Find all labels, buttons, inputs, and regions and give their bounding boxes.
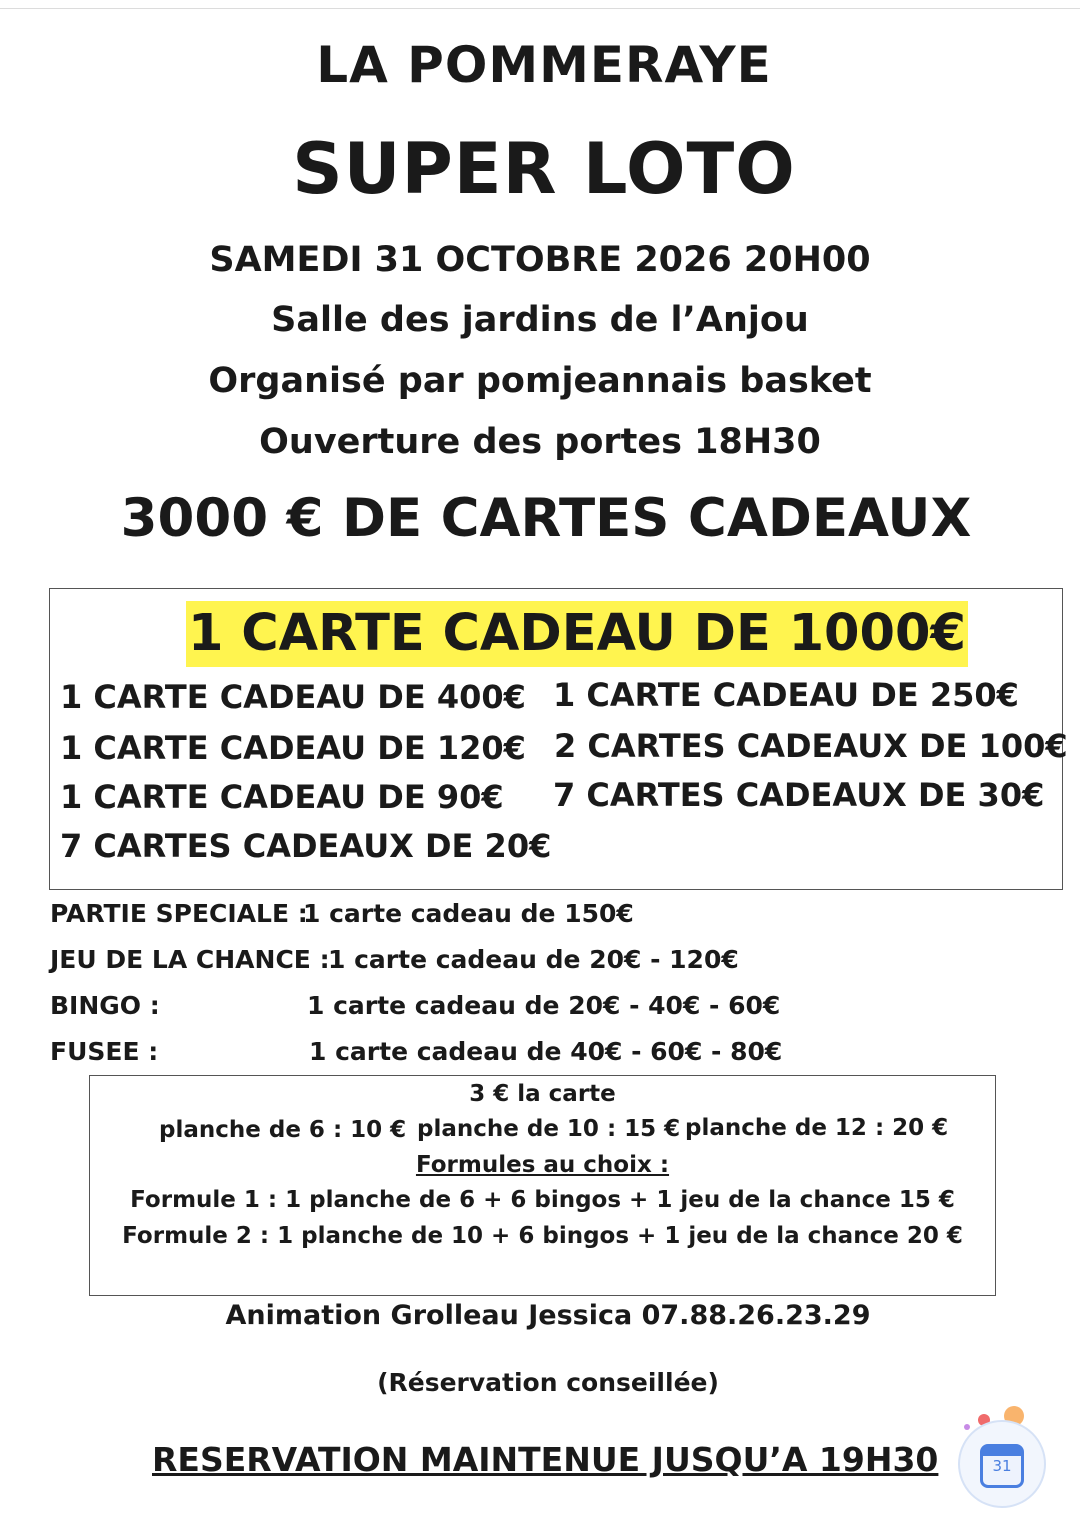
- prize-item: 2 CARTES CADEAUX DE 100€: [554, 727, 1068, 765]
- animation-contact: Animation Grolleau Jessica 07.88.26.23.29: [225, 1300, 871, 1331]
- bingo-prize: 1 carte cadeau de 20€ - 40€ - 60€: [307, 991, 781, 1020]
- prize-item: 1 CARTE CADEAU DE 400€: [60, 678, 526, 716]
- doors-opening: Ouverture des portes 18H30: [259, 422, 821, 462]
- special-game-label: PARTIE SPECIALE :: [50, 899, 308, 928]
- chance-game-prize: 1 carte cadeau de 20€ - 120€: [328, 945, 739, 974]
- reservation-advice: (Réservation conseillée): [377, 1368, 719, 1397]
- event-organizer: Organisé par pomjeannais basket: [208, 361, 872, 401]
- single-card-price: 3 € la carte: [469, 1081, 616, 1107]
- prize-item: 7 CARTES CADEAUX DE 20€: [60, 827, 552, 865]
- prize-item: 7 CARTES CADEAUX DE 30€: [553, 776, 1045, 814]
- prize-item: 1 CARTE CADEAU DE 250€: [553, 676, 1019, 714]
- top-divider: [0, 8, 1080, 9]
- main-prize: 1 CARTE CADEAU DE 1000€: [186, 601, 968, 667]
- reservation-deadline: RESERVATION MAINTENUE JUSQU’A 19H30: [152, 1440, 939, 1479]
- plank-12-price: planche de 12 : 20 €: [685, 1115, 949, 1141]
- town-name: LA POMMERAYE: [316, 36, 772, 94]
- fusee-label: FUSEE :: [50, 1037, 159, 1066]
- formula-2: Formule 2 : 1 planche de 10 + 6 bingos + 1 jeu de la chance 20 €: [122, 1223, 963, 1249]
- calendar-day: 31: [992, 1457, 1012, 1475]
- decor-dot: [964, 1424, 970, 1430]
- prize-item: 1 CARTE CADEAU DE 90€: [60, 778, 504, 816]
- event-title: SUPER LOTO: [292, 128, 796, 210]
- formulas-title: Formules au choix :: [415, 1152, 670, 1178]
- fusee-prize: 1 carte cadeau de 40€ - 60€ - 80€: [309, 1037, 783, 1066]
- event-venue: Salle des jardins de l’Anjou: [271, 300, 809, 340]
- plank-10-price: planche de 10 : 15 €: [417, 1116, 681, 1142]
- calendar-widget[interactable]: [952, 1408, 1052, 1508]
- special-game-prize: 1 carte cadeau de 150€: [303, 899, 634, 928]
- chance-game-label: JEU DE LA CHANCE :: [50, 945, 330, 974]
- plank-6-price: planche de 6 : 10 €: [159, 1117, 407, 1143]
- formula-1: Formule 1 : 1 planche de 6 + 6 bingos + 1 jeu de la chance 15 €: [130, 1187, 955, 1213]
- event-date: SAMEDI 31 OCTOBRE 2026 20H00: [209, 240, 871, 280]
- total-prizes: 3000 € DE CARTES CADEAUX: [120, 488, 972, 549]
- pricing-box: [89, 1075, 996, 1296]
- prize-item: 1 CARTE CADEAU DE 120€: [60, 729, 526, 767]
- bingo-label: BINGO :: [50, 991, 160, 1020]
- calendar-icon: [980, 1444, 1024, 1488]
